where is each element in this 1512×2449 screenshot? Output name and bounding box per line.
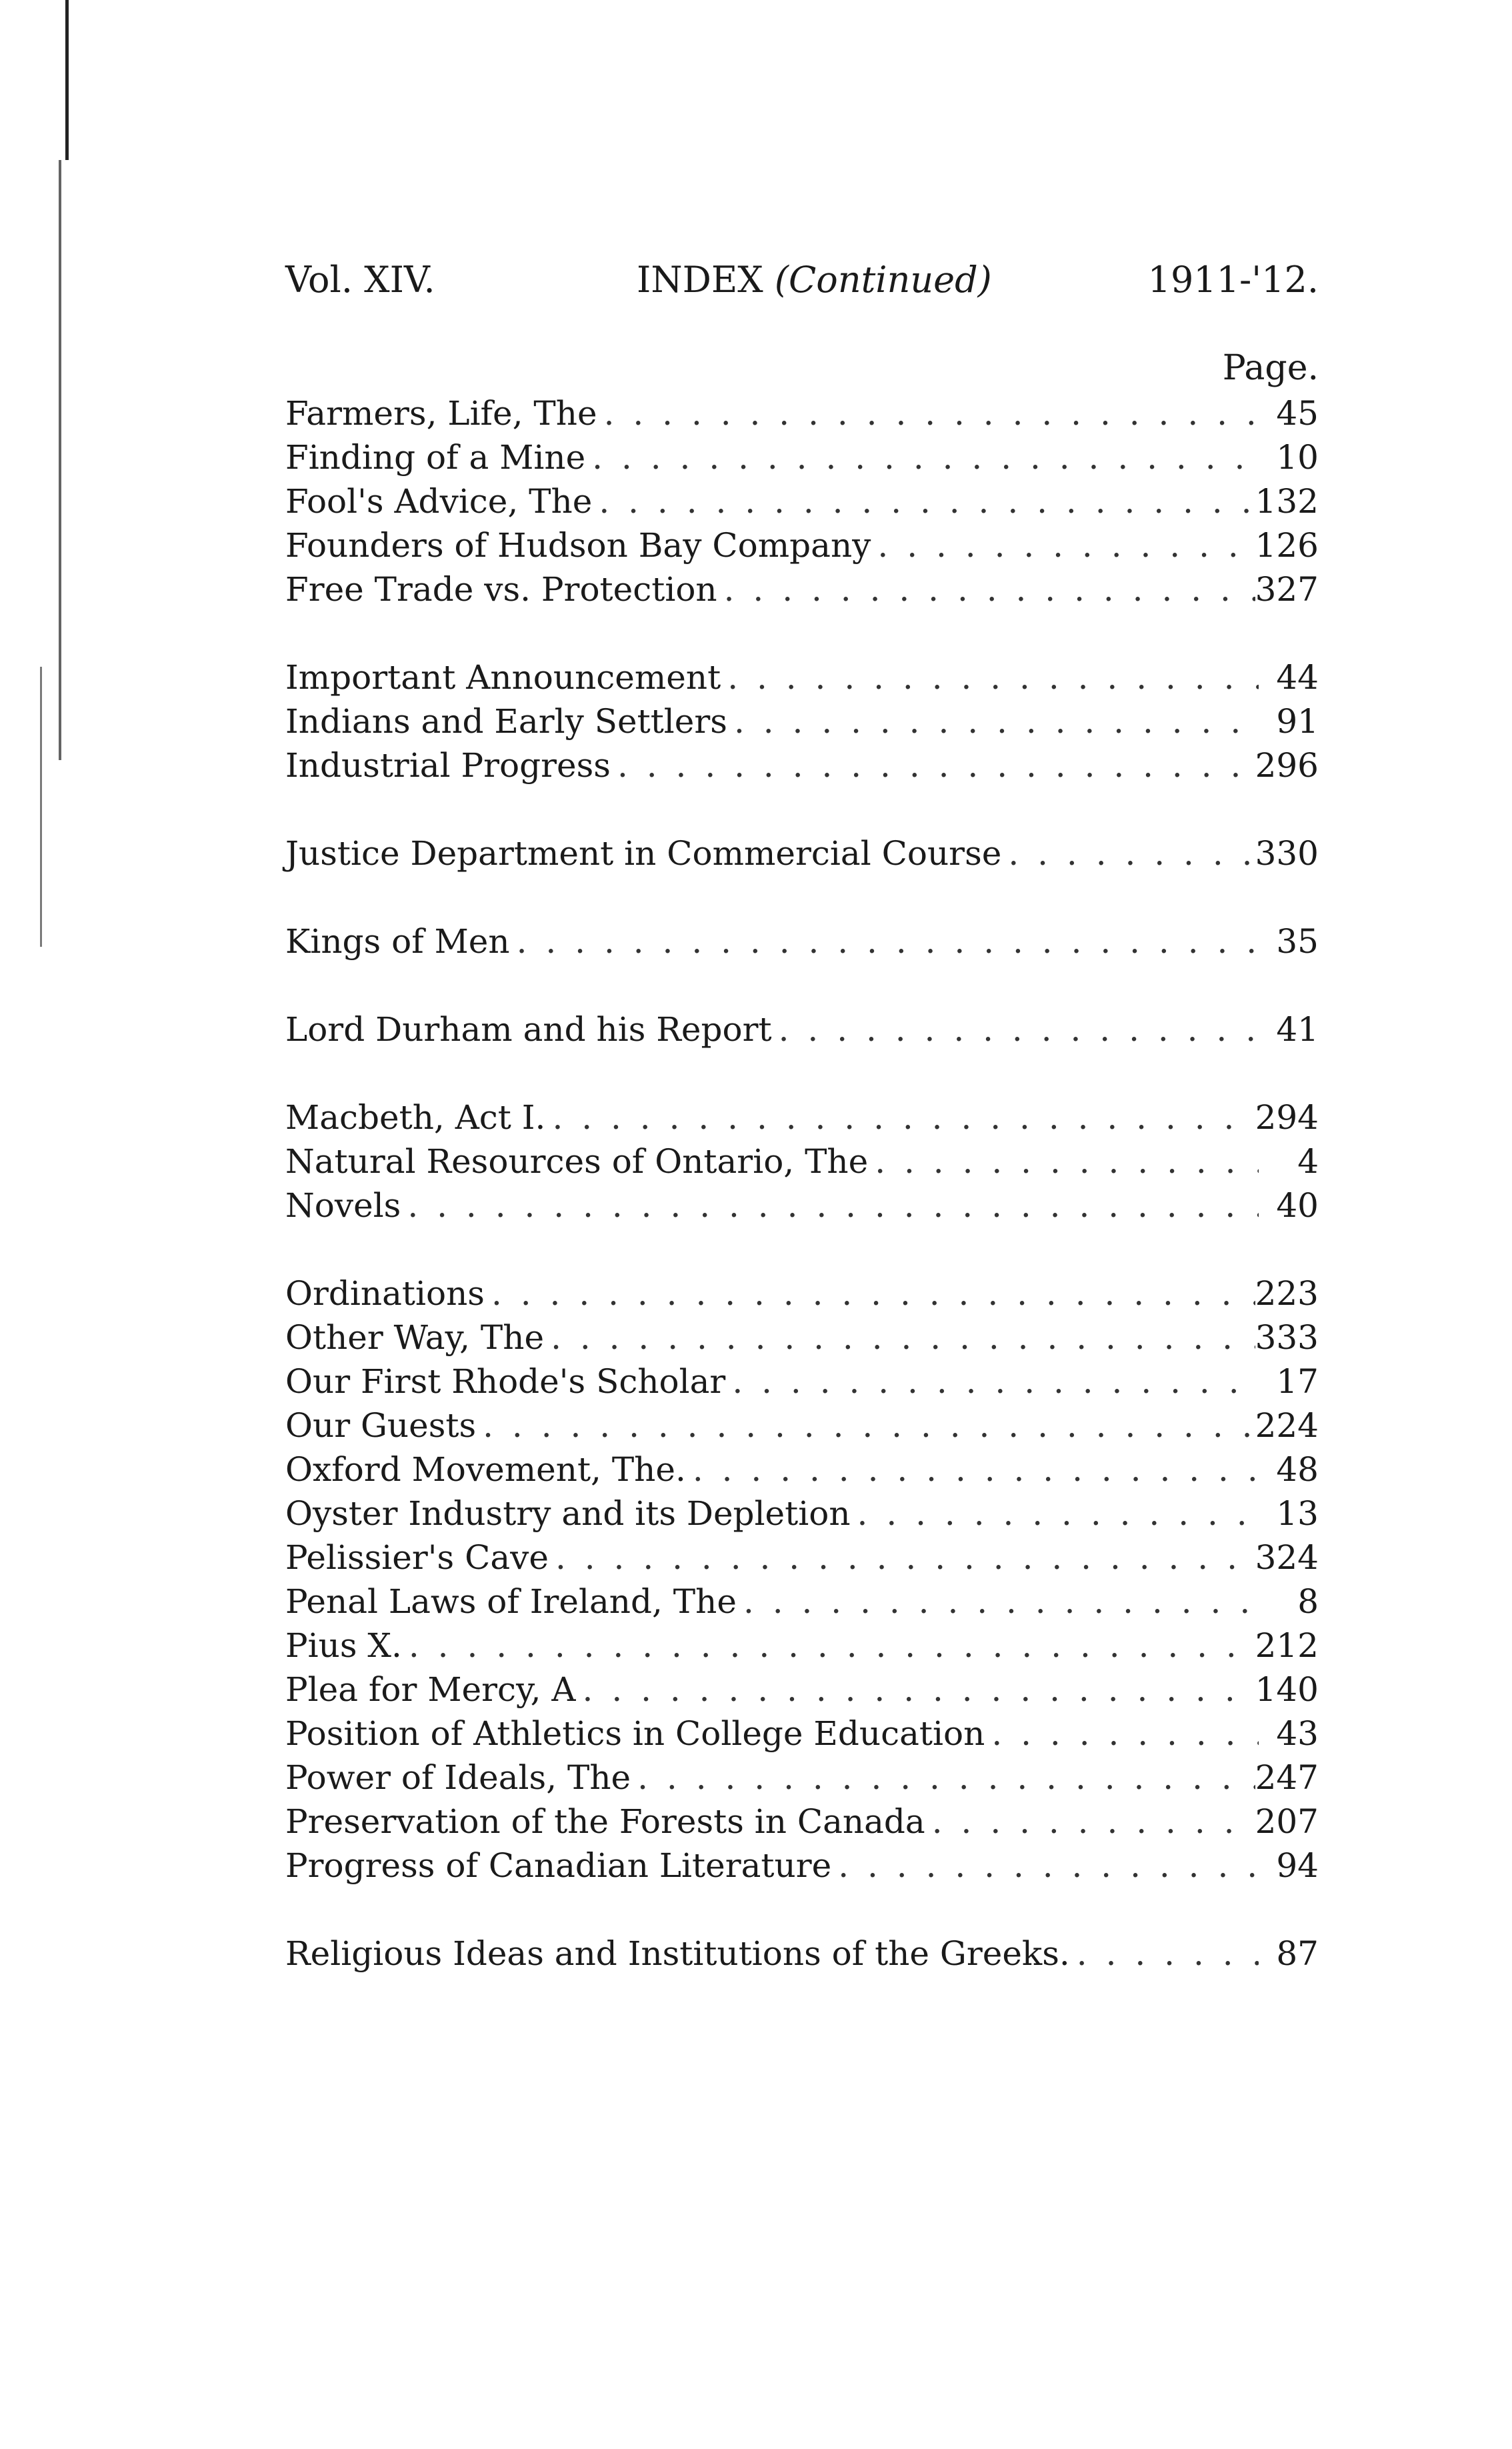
index-entry [285, 567, 1319, 611]
index-entry [285, 479, 1319, 523]
index-entry [285, 831, 1319, 875]
index-entry [285, 1624, 1319, 1668]
entry-title: Position of Athletics in College Education [285, 1714, 985, 1753]
dot-leader [599, 479, 1255, 523]
entry-title: Novels [285, 1186, 401, 1225]
entry-title: Oxford Movement, The. [285, 1450, 686, 1489]
page-column-label: Page. [1222, 348, 1319, 388]
dot-leader [555, 1536, 1255, 1580]
scan-edge-mark-middle [59, 160, 61, 760]
entry-title: Pius X. [285, 1626, 402, 1665]
entry-title: Pelissier's Cave [285, 1538, 549, 1577]
entry-page-number: 35 [1276, 922, 1319, 961]
entry-title: Preservation of the Forests in Canada [285, 1802, 925, 1841]
dot-leader [592, 435, 1259, 479]
entry-title: Progress of Canadian Literature [285, 1846, 832, 1885]
entry-title: Natural Resources of Ontario, The [285, 1142, 869, 1181]
entry-page-number: 330 [1255, 834, 1319, 873]
entry-page-number: 212 [1255, 1626, 1319, 1665]
dot-leader [734, 699, 1259, 743]
entry-title: Founders of Hudson Bay Company [285, 526, 871, 565]
dot-leader [732, 1360, 1259, 1404]
entry-title: Penal Laws of Ireland, The [285, 1582, 737, 1621]
dot-leader [932, 1800, 1255, 1844]
entry-title: Our Guests [285, 1406, 477, 1445]
entry-page-number: 48 [1276, 1450, 1319, 1489]
index-entry [285, 1272, 1319, 1316]
entry-title: Industrial Progress [285, 746, 611, 785]
dot-leader [617, 743, 1255, 787]
index-entry [285, 1139, 1319, 1183]
dot-leader [779, 1007, 1259, 1051]
index-entry [285, 1404, 1319, 1448]
index-group [285, 655, 1319, 787]
entry-page-number: 13 [1276, 1494, 1319, 1533]
dot-leader [724, 567, 1255, 611]
entry-title: Plea for Mercy, A [285, 1670, 576, 1709]
dot-leader [838, 1844, 1259, 1888]
entry-page-number: 10 [1276, 438, 1319, 477]
index-entry [285, 1448, 1319, 1492]
index-entry [285, 1756, 1319, 1800]
entry-page-number: 94 [1276, 1846, 1319, 1885]
dot-leader [583, 1668, 1255, 1712]
index-entry [285, 1800, 1319, 1844]
entry-title: Power of Ideals, The [285, 1758, 631, 1797]
index-entry [285, 435, 1319, 479]
dot-leader [1008, 831, 1255, 875]
index-entries [285, 391, 1319, 1976]
dot-leader [875, 1139, 1259, 1183]
entry-page-number: 45 [1276, 394, 1319, 433]
dot-leader [727, 655, 1259, 699]
dot-leader [693, 1448, 1259, 1492]
index-entry [285, 1668, 1319, 1712]
dot-leader [517, 919, 1259, 963]
entry-title: Free Trade vs. Protection [285, 570, 717, 609]
dot-leader [483, 1404, 1255, 1448]
entry-title: Macbeth, Act I. [285, 1098, 546, 1137]
dot-leader [637, 1756, 1255, 1800]
index-title-text: INDEX [637, 259, 763, 301]
index-group [285, 1272, 1319, 1888]
entry-page-number: 44 [1276, 658, 1319, 697]
years-label: 1911-'12. [1147, 259, 1319, 301]
index-group [285, 919, 1319, 963]
index-entry [285, 1095, 1319, 1139]
entry-page-number: 4 [1297, 1142, 1319, 1181]
index-entry [285, 919, 1319, 963]
index-group [285, 1095, 1319, 1228]
index-entry [285, 1316, 1319, 1360]
dot-leader [1077, 1932, 1259, 1976]
index-group [285, 831, 1319, 875]
dot-leader [877, 523, 1255, 567]
entry-page-number: 8 [1297, 1582, 1319, 1621]
entry-title: Other Way, The [285, 1318, 545, 1357]
dot-leader [552, 1095, 1255, 1139]
dot-leader [857, 1492, 1259, 1536]
entry-page-number: 294 [1255, 1098, 1319, 1137]
dot-leader [407, 1183, 1259, 1228]
entry-page-number: 223 [1255, 1274, 1319, 1313]
index-entry [285, 1183, 1319, 1228]
entry-title: Indians and Early Settlers [285, 702, 727, 741]
entry-title: Finding of a Mine [285, 438, 586, 477]
entry-page-number: 324 [1255, 1538, 1319, 1577]
dot-leader [743, 1580, 1259, 1624]
index-entry [285, 1536, 1319, 1580]
index-entry [285, 655, 1319, 699]
entry-title: Kings of Men [285, 922, 510, 961]
entry-page-number: 43 [1276, 1714, 1319, 1753]
index-page [285, 257, 1319, 1976]
entry-page-number: 327 [1255, 570, 1319, 609]
index-entry [285, 699, 1319, 743]
index-entry [285, 1360, 1319, 1404]
entry-page-number: 17 [1276, 1362, 1319, 1401]
index-entry [285, 1007, 1319, 1051]
index-entry [285, 1844, 1319, 1888]
index-entry [285, 1932, 1319, 1976]
dot-leader [991, 1712, 1259, 1756]
running-header [285, 257, 1319, 303]
index-group [285, 391, 1319, 611]
entry-page-number: 207 [1255, 1802, 1319, 1841]
index-group [285, 1932, 1319, 1976]
entry-title: Fool's Advice, The [285, 482, 593, 521]
dot-leader [551, 1316, 1255, 1360]
dot-leader [409, 1624, 1255, 1668]
index-title [637, 257, 992, 303]
entry-title: Ordinations [285, 1274, 485, 1313]
index-entry [285, 743, 1319, 787]
volume-label: Vol. XIV. [285, 259, 435, 301]
entry-title: Oyster Industry and its Depletion [285, 1494, 851, 1533]
scan-edge-mark-lower [40, 667, 42, 947]
index-entry [285, 391, 1319, 435]
entry-title: Important Announcement [285, 658, 721, 697]
entry-page-number: 132 [1255, 482, 1319, 521]
index-title-suffix: (Continued) [774, 259, 992, 301]
index-entry [285, 1492, 1319, 1536]
entry-page-number: 87 [1276, 1934, 1319, 1973]
entry-page-number: 140 [1255, 1670, 1319, 1709]
index-entry [285, 1712, 1319, 1756]
index-group [285, 1007, 1319, 1051]
entry-page-number: 41 [1276, 1010, 1319, 1049]
entry-title: Religious Ideas and Institutions of the Greeks. [285, 1934, 1070, 1973]
entry-page-number: 224 [1255, 1406, 1319, 1445]
entry-page-number: 247 [1255, 1758, 1319, 1797]
entry-title: Justice Department in Commercial Course [285, 834, 1002, 873]
entry-page-number: 40 [1276, 1186, 1319, 1225]
entry-page-number: 126 [1255, 526, 1319, 565]
entry-page-number: 296 [1255, 746, 1319, 785]
index-entry [285, 523, 1319, 567]
scan-edge-mark-top [65, 0, 69, 160]
entry-title: Lord Durham and his Report [285, 1010, 772, 1049]
entry-title: Our First Rhode's Scholar [285, 1362, 726, 1401]
entry-page-number: 91 [1276, 702, 1319, 741]
dot-leader [491, 1272, 1255, 1316]
entry-page-number: 333 [1255, 1318, 1319, 1357]
index-entry [285, 1580, 1319, 1624]
dot-leader [604, 391, 1259, 435]
entry-title: Farmers, Life, The [285, 394, 597, 433]
